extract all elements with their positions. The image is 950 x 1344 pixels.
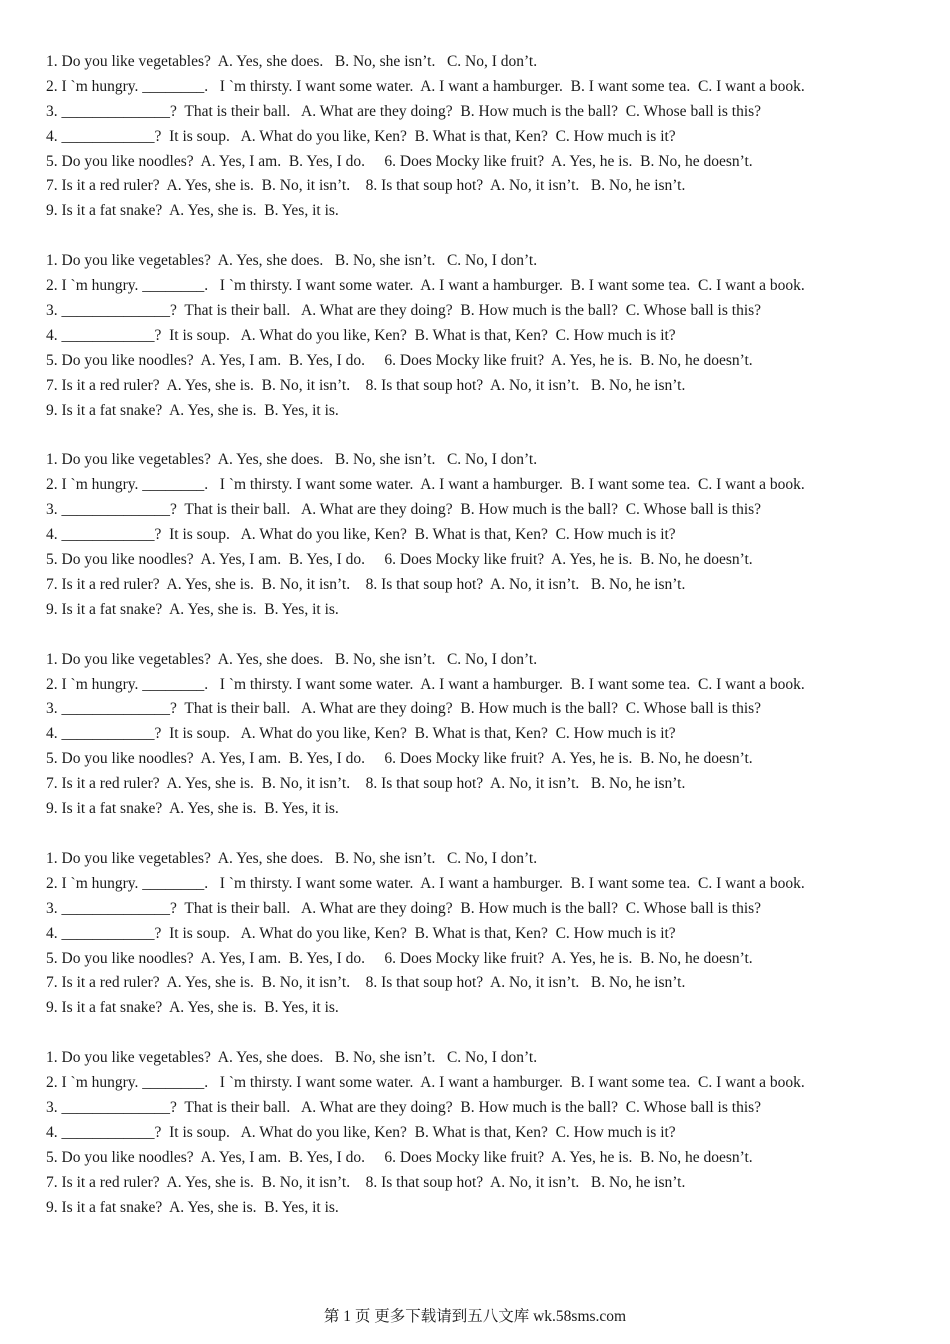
question-line: 5. Do you like noodles? A. Yes, I am. B. Yes, I do. 6. Does Mocky like fruit? A. Yes, he is. B. No, he doesn’t.: [46, 949, 753, 967]
question-line: 4. ____________? It is soup. A. What do you like, Ken? B. What is that, Ken? C. How much is it?: [46, 326, 676, 344]
page-footer: 第 1 页 更多下载请到五八文库 wk.58sms.com: [323, 1308, 627, 1325]
question-line: 4. ____________? It is soup. A. What do you like, Ken? B. What is that, Ken? C. How much is it?: [46, 924, 676, 942]
question-line: 3. ______________? That is their ball. A. What are they doing? B. How much is the ball? C. Whose ball is this?: [46, 102, 762, 120]
question-block: [46, 847, 916, 1021]
question-line: 1. Do you like vegetables? A. Yes, she does. B. No, she isn’t. C. No, I don’t.: [46, 252, 538, 270]
question-block: [46, 648, 916, 822]
question-line: 3. ______________? That is their ball. A. What are they doing? B. How much is the ball? C. Whose ball is this?: [46, 501, 762, 519]
question-line: 4. ____________? It is soup. A. What do you like, Ken? B. What is that, Ken? C. How much is it?: [46, 127, 676, 145]
question-line: 9. Is it a fat snake? A. Yes, she is. B. Yes, it is.: [46, 600, 339, 618]
question-line: 5. Do you like noodles? A. Yes, I am. B. Yes, I do. 6. Does Mocky like fruit? A. Yes, he is. B. No, he doesn’t.: [46, 152, 753, 170]
question-block: [46, 50, 916, 224]
question-line: 7. Is it a red ruler? A. Yes, she is. B. No, it isn’t. 8. Is that soup hot? A. No, it isn’t. B. No, he isn’t.: [46, 575, 686, 593]
question-block: [46, 448, 916, 622]
question-line: 3. ______________? That is their ball. A. What are they doing? B. How much is the ball? C. Whose ball is this?: [46, 899, 762, 917]
question-line: 5. Do you like noodles? A. Yes, I am. B. Yes, I do. 6. Does Mocky like fruit? A. Yes, he is. B. No, he doesn’t.: [46, 551, 753, 569]
question-line: 3. ______________? That is their ball. A. What are they doing? B. How much is the ball? C. Whose ball is this?: [46, 700, 762, 718]
question-line: 9. Is it a fat snake? A. Yes, she is. B. Yes, it is.: [46, 202, 339, 220]
question-line: 2. I `m hungry. ________. I `m thirsty. I want some water. A. I want a hamburger. B. I want some tea. C. I want a book.: [46, 77, 805, 95]
question-line: 4. ____________? It is soup. A. What do you like, Ken? B. What is that, Ken? C. How much is it?: [46, 725, 676, 743]
question-line: 1. Do you like vegetables? A. Yes, she does. B. No, she isn’t. C. No, I don’t.: [46, 53, 538, 70]
question-line: 2. I `m hungry. ________. I `m thirsty. I want some water. A. I want a hamburger. B. I want some tea. C. I want a book.: [46, 277, 805, 295]
question-line: 9. Is it a fat snake? A. Yes, she is. B. Yes, it is.: [46, 800, 339, 818]
question-line: 5. Do you like noodles? A. Yes, I am. B. Yes, I do. 6. Does Mocky like fruit? A. Yes, he is. B. No, he doesn’t.: [46, 750, 753, 768]
question-line: 1. Do you like vegetables? A. Yes, she does. B. No, she isn’t. C. No, I don’t.: [46, 849, 538, 867]
question-line: 9. Is it a fat snake? A. Yes, she is. B. Yes, it is.: [46, 1198, 339, 1216]
question-line: 2. I `m hungry. ________. I `m thirsty. I want some water. A. I want a hamburger. B. I want some tea. C. I want a book.: [46, 675, 805, 693]
question-line: 2. I `m hungry. ________. I `m thirsty. I want some water. A. I want a hamburger. B. I want some tea. C. I want a book.: [46, 874, 805, 892]
question-line: 1. Do you like vegetables? A. Yes, she does. B. No, she isn’t. C. No, I don’t.: [46, 1049, 538, 1067]
question-line: 1. Do you like vegetables? A. Yes, she does. B. No, she isn’t. C. No, I don’t.: [46, 650, 538, 668]
question-line: 7. Is it a red ruler? A. Yes, she is. B. No, it isn’t. 8. Is that soup hot? A. No, it isn’t. B. No, he isn’t.: [46, 974, 686, 992]
question-block: [46, 249, 916, 423]
question-line: 5. Do you like noodles? A. Yes, I am. B. Yes, I do. 6. Does Mocky like fruit? A. Yes, he is. B. No, he doesn’t.: [46, 351, 753, 369]
question-line: 4. ____________? It is soup. A. What do you like, Ken? B. What is that, Ken? C. How much is it?: [46, 526, 676, 544]
worksheet: [46, 50, 916, 1245]
question-line: 3. ______________? That is their ball. A. What are they doing? B. How much is the ball? C. Whose ball is this?: [46, 1098, 762, 1116]
question-line: 9. Is it a fat snake? A. Yes, she is. B. Yes, it is.: [46, 999, 339, 1017]
question-line: 9. Is it a fat snake? A. Yes, she is. B. Yes, it is.: [46, 401, 339, 419]
question-line: 4. ____________? It is soup. A. What do you like, Ken? B. What is that, Ken? C. How much is it?: [46, 1123, 676, 1141]
question-block: [46, 1046, 916, 1220]
question-line: 5. Do you like noodles? A. Yes, I am. B. Yes, I do. 6. Does Mocky like fruit? A. Yes, he is. B. No, he doesn’t.: [46, 1148, 753, 1166]
question-line: 2. I `m hungry. ________. I `m thirsty. I want some water. A. I want a hamburger. B. I want some tea. C. I want a book.: [46, 1074, 805, 1092]
question-line: 7. Is it a red ruler? A. Yes, she is. B. No, it isn’t. 8. Is that soup hot? A. No, it isn’t. B. No, he isn’t.: [46, 177, 686, 195]
question-line: 7. Is it a red ruler? A. Yes, she is. B. No, it isn’t. 8. Is that soup hot? A. No, it isn’t. B. No, he isn’t.: [46, 376, 686, 394]
question-line: 3. ______________? That is their ball. A. What are they doing? B. How much is the ball? C. Whose ball is this?: [46, 302, 762, 320]
question-line: 7. Is it a red ruler? A. Yes, she is. B. No, it isn’t. 8. Is that soup hot? A. No, it isn’t. B. No, he isn’t.: [46, 1173, 686, 1191]
question-line: 2. I `m hungry. ________. I `m thirsty. I want some water. A. I want a hamburger. B. I want some tea. C. I want a book.: [46, 476, 805, 494]
question-line: 7. Is it a red ruler? A. Yes, she is. B. No, it isn’t. 8. Is that soup hot? A. No, it isn’t. B. No, he isn’t.: [46, 775, 686, 793]
question-line: 1. Do you like vegetables? A. Yes, she does. B. No, she isn’t. C. No, I don’t.: [46, 451, 538, 469]
